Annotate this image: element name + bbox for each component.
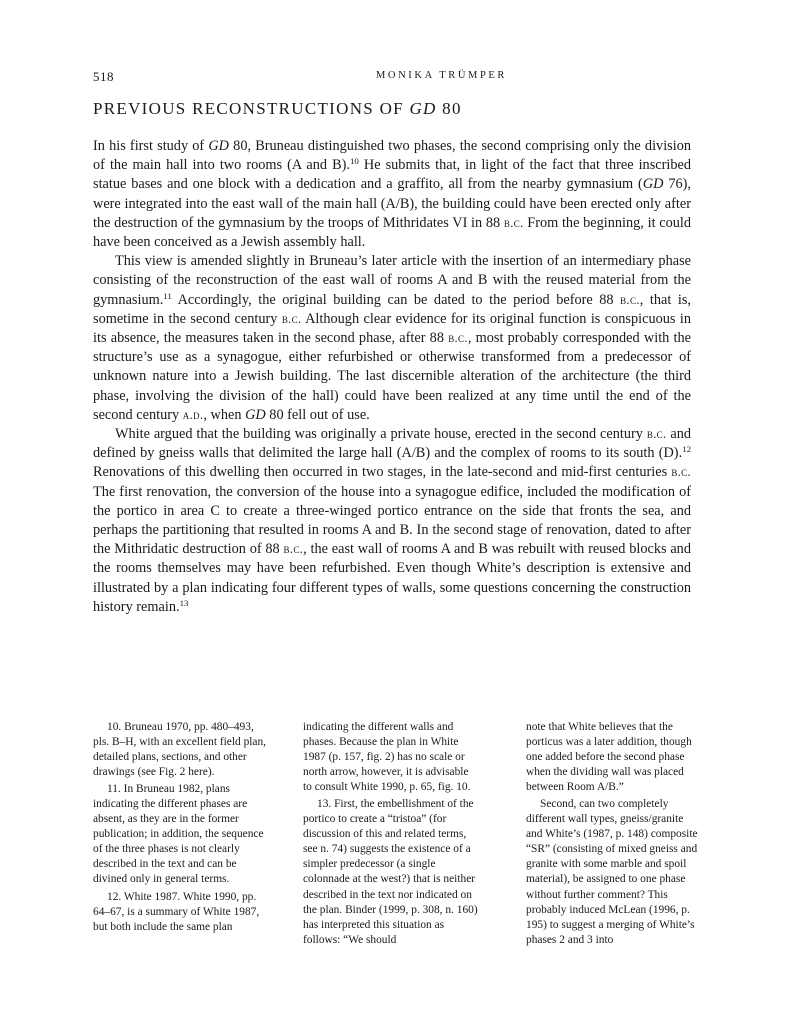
- footnote-continuation: indicating the different walls and phases. Because the plan in White 1987 (p. 157, fig. 2) has no scale or north arrow, however, it is advisable to consult White 1990, p. 65, fig. 10.: [303, 721, 471, 794]
- footnote-ref: 12: [682, 444, 691, 455]
- text-run: , when: [203, 406, 246, 423]
- text-run: The first renovation, the conversion of the house into a synagogue edifice, included the modification of the portico in area C to create a three-winged portico entrance on the side that fronts the sea, and perhaps the partitioning that resulted in rooms A and B. In the second stage of renovation, dated to after the Mithridatic destruction of 88: [93, 483, 691, 558]
- footnote: 11. In Bruneau 1982, plans indicating the different phases are absent, as they are in the former publication; in addition, the sequence of the three phases is not clearly described in the text and can be divined only in general terms.: [93, 783, 264, 886]
- small-caps-text: b.c.: [503, 215, 524, 230]
- running-header: [93, 69, 692, 87]
- text-run: 80 fell out of use.: [265, 406, 370, 423]
- footnotes: [93, 720, 698, 946]
- italic-text: GD: [642, 176, 664, 193]
- text-run: 76), were integrated into the east wall of the main hall (A/B), the building could have been erected only after the destruction of the gymnasium by the troops of Mithridates VI in 88: [93, 176, 691, 231]
- section-title: [93, 99, 462, 119]
- small-caps-text: b.c.: [281, 311, 302, 326]
- small-caps-text: b.c.: [620, 292, 640, 307]
- small-caps-text: a.d.: [182, 407, 204, 422]
- paragraph: [93, 252, 691, 425]
- body-text: [93, 137, 691, 617]
- text-run: , the east wall of rooms A and B was rebuilt with reused blocks and the rooms themselves may have been refurbished. Even though White’s description is extensive and illustrated by a plan indicating four different types of walls, some questions concerning the construction history remain.: [93, 541, 691, 615]
- text-run: Accordingly, the original building can be dated to the period before 88: [171, 291, 621, 308]
- footnote-ref: 11: [163, 290, 172, 301]
- text-run: This view is amended slightly in Bruneau’s later article with the insertion of an intermediary phase consisting of the reconstruction of the east wall of rooms A and B with the reused material from the gymnasium.: [93, 253, 691, 308]
- text-run: and defined by gneiss walls that delimited the large hall (A/B) and the complex of rooms to its south (D).: [93, 426, 691, 462]
- paragraph: [93, 425, 691, 617]
- italic-text: GD: [245, 406, 266, 423]
- footnote-column-1: [93, 720, 269, 937]
- section-title-italic: GD: [409, 99, 437, 118]
- text-run: Although clear evidence for its original function is conspicuous in its absence, the measures taken in the second phase, after 88: [93, 310, 691, 347]
- footnote-ref: 10: [349, 156, 359, 167]
- small-caps-text: b.c.: [448, 331, 468, 346]
- section-title-end: 80: [436, 99, 462, 118]
- text-run: , that is, sometime in the second century: [93, 291, 691, 327]
- small-caps-text: b.c.: [283, 542, 304, 557]
- small-caps-text: b.c.: [671, 465, 691, 480]
- text-run: 80, Bruneau distinguished two phases, the second comprising only the division of the main hall into two rooms (A and B).: [93, 138, 691, 174]
- page-number: 518: [93, 69, 114, 84]
- footnote: Second, can two completely different wall types, gneiss/granite and White’s (1987, p. 148) composite “SR” (consisting of mixed gneiss and granite with some marble and spoil material), be assigned to one phase without further comment? This probably induced McLean (1996, p. 195) to suggest a merging of White’s phases 2 and 3 into: [526, 798, 698, 946]
- section-title-text: PREVIOUS RECONSTRUCTIONS OF: [93, 99, 410, 118]
- footnote: 10. Bruneau 1970, pp. 480–493, pls. B–H, with an excellent field plan, detailed plans, sections, and other drawings (see Fig. 2 here).: [93, 721, 267, 779]
- text-run: From the beginning, it could have been conceived as a Jewish assembly hall.: [93, 214, 692, 251]
- footnote: 13. First, the embellishment of the portico to create a “tristoa” (for discussion of this and related terms, see n. 74) suggests the existence of a simpler predecessor (a single colonnade at the west?) that is neither described in the text nor indicated on the plan. Binder (1999, p. 308, n. 160) has interpreted this situation as follows: “We should: [303, 798, 478, 946]
- footnote-column-3: [526, 720, 702, 950]
- text-run: He submits that, in light of the fact that three inscribed statue bases and one block with a dedication and a graffito, all from the nearby gymnasium (: [93, 157, 691, 193]
- footnote-continuation: note that White believes that the porticus was a later addition, though one added before the second phase when the dividing wall was placed between Room A/B.”: [526, 721, 692, 794]
- text-run: In his first study of: [93, 138, 209, 154]
- text-run: Renovations of this dwelling then occurred in two stages, in the late-second and mid-first centuries: [93, 464, 672, 481]
- small-caps-text: b.c.: [646, 427, 667, 442]
- text-run: White argued that the building was originally a private house, erected in the second century: [115, 426, 647, 443]
- footnote: 12. White 1987. White 1990, pp. 64–67, is a summary of White 1987, but both include the same plan: [93, 890, 260, 933]
- running-head-author: MONIKA TRÜMPER: [376, 70, 508, 81]
- paragraph: [93, 137, 691, 252]
- footnote-ref: 13: [179, 598, 189, 608]
- footnote-column-2: [303, 720, 479, 950]
- italic-text: GD: [208, 138, 230, 154]
- text-run: , most probably corresponded with the structure’s use as a synagogue, either refurbished or otherwise transformed from a predecessor of unknown nature into a Jewish building. The last discernible alteration of the architecture (the third phase, involving the division of the hall) could have been realized at any time until the end of the second century: [93, 330, 691, 423]
